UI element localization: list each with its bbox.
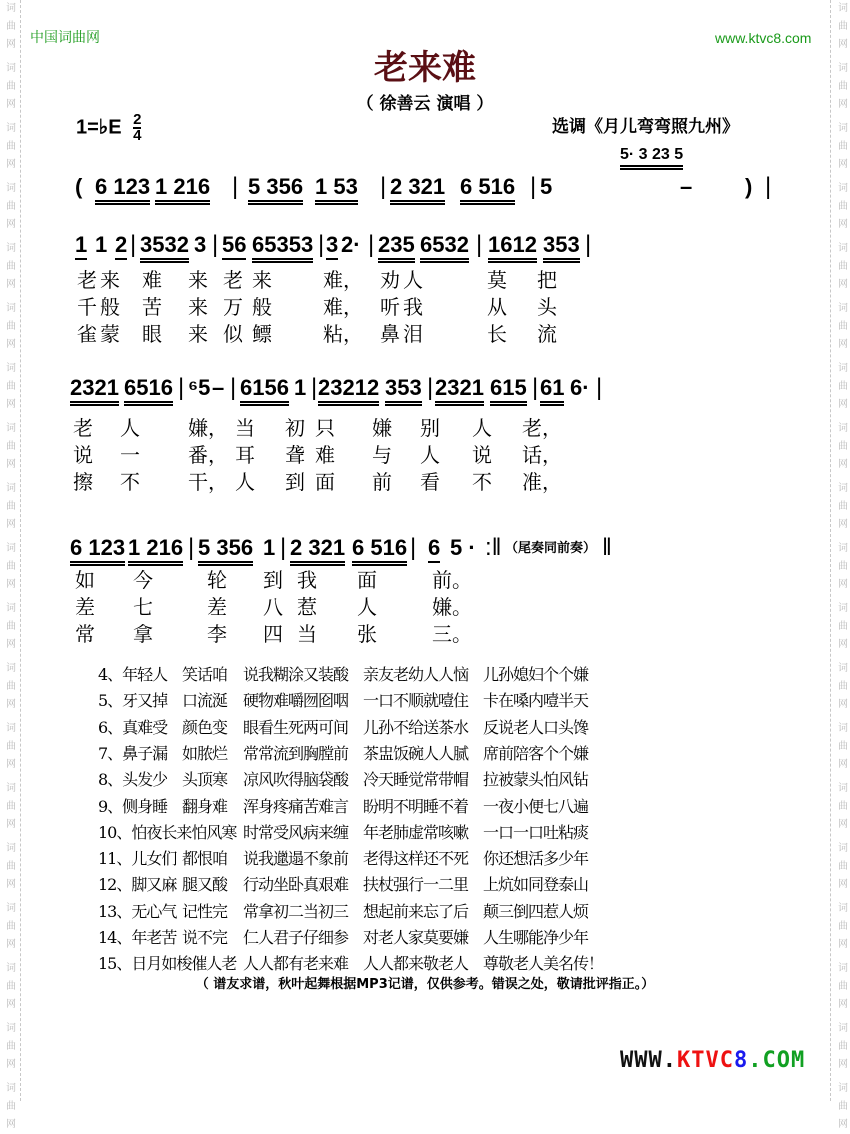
lyric-char: 流 [537,322,557,346]
lyric-char: 老 [73,416,93,440]
lyric-char: 一 [120,443,140,467]
verse-phrase: 4、年轻人 [98,665,168,684]
lyric-char: 把 [537,268,557,292]
verse-phrase: 上炕如同登泰山 [483,875,589,894]
watermark-text: 词 曲 网 [838,603,848,650]
lyric-char: 难， [323,268,363,292]
lyric-char: 如 [75,568,95,592]
watermark-text: 词 曲 网 [6,603,16,650]
lyric-char: 来 [188,268,208,292]
verse-phrase: 想起前来忘了后 [363,902,469,921]
lyric-char: 长 [487,322,507,346]
lyric-char: 嫌， [188,416,228,440]
lyric-char: 别 [420,416,440,440]
verse-phrase: 13、无心气 [98,902,177,921]
verse-phrase: 人人都有老来难 [243,954,349,973]
watermark-text: 词 曲 网 [6,663,16,710]
singer-credit: （ 徐善云 演唱 ） [356,94,494,114]
verse-phrase: 口流涎 [182,691,228,710]
lyric-char: 惹 [297,595,317,619]
verse-phrase: 仁人君子仔细参 [243,928,349,947]
verse-phrase: 盼明不明睡不着 [363,797,469,816]
lyric-char: 难 [142,268,162,292]
lyric-char: 我 [403,295,423,319]
note-group: 2 [115,233,127,260]
barline: :‖ [485,534,502,561]
note-group: 3 [194,232,207,257]
time-bottom: 4 [133,127,142,144]
lyric-char: 来 [188,322,208,346]
site-logo [620,1048,805,1074]
lyric-char: 今 [133,568,153,592]
note-group: 6532 [420,233,469,263]
lyric-char: 听 [380,295,400,319]
lyric-char: 我 [297,568,317,592]
logo-com: .COM [748,1048,806,1073]
lyric-char: 老， [522,416,562,440]
lyric-char: 不 [120,470,140,494]
lyric-char: 鳔 [252,322,272,346]
watermark-text: 词 曲 网 [6,483,16,530]
lyric-char: 当 [235,416,255,440]
lyric-char: 人 [420,443,440,467]
watermark-text: 词 曲 网 [6,243,16,290]
lyric-char: 差 [207,595,227,619]
song-title: 老来难 [374,48,476,88]
verse-phrase: 尊敬老人美名传！ [483,954,604,973]
verse-phrase: 记性完 [182,902,228,921]
verse-phrase: 头顶寒 [182,770,228,789]
lyric-char: 般 [100,295,120,319]
watermark-text: 词 曲 网 [838,783,848,830]
verse-phrase: 颠三倒四惹人烦 [483,902,589,921]
watermark-text: 词 曲 网 [6,723,16,770]
barline: ‖ [602,534,612,561]
note-group: （尾奏同前奏） [505,540,597,555]
note-group: 5 356 [198,536,253,566]
barline: | [280,534,287,561]
lyric-char: 擦 [73,470,93,494]
lyric-char: 人 [120,416,140,440]
barline: | [311,374,318,401]
verse-phrase: 眼看生死两可间 [243,718,349,737]
note-group: 5 [540,174,553,199]
note-group: 3532 [140,233,189,263]
lyric-char: 嫌。 [432,595,472,619]
lyric-char: 差 [75,595,95,619]
verse-phrase: 8、头发少 [98,770,168,789]
lyric-char: 粘， [323,322,363,346]
note-group: 6516 [124,376,173,406]
barline: | [532,374,539,401]
lyric-char: 拿 [133,622,153,646]
transcriber-note: （ 谱友求谱，秋叶起舞根据MP3记谱，仅供参考。错误之处，敬请批评指正。） [195,977,655,992]
left-margin-border [20,0,21,1101]
lyric-char: 老 [77,268,97,292]
lyric-char: 八 [263,595,283,619]
watermark-text: 词 曲 网 [838,723,848,770]
lyric-char: 蒙 [100,322,120,346]
verse-phrase: 儿孙媳妇个个嫌 [483,665,589,684]
verse-phrase: 7、鼻子漏 [98,744,168,763]
lyric-char: 人 [235,470,255,494]
note-group: 2· [341,232,361,257]
lyric-char: 人 [472,416,492,440]
lyric-char: 耳 [235,443,255,467]
barline: | [765,173,772,200]
right-margin-border [830,0,831,1101]
verse-phrase: 腿又酸 [182,875,228,894]
site-url: www.ktvc8.com [715,30,812,46]
key-signature [76,113,141,143]
lyric-char: 准， [522,470,562,494]
watermark-text: 词 曲 网 [6,123,16,170]
barline: | [230,374,237,401]
lyric-char: 前 [372,470,392,494]
watermark-text: 词 曲 网 [838,543,848,590]
lyric-char: 人 [357,595,377,619]
verse-phrase: 行动坐卧真艰难 [243,875,349,894]
watermark-text: 词 曲 网 [838,423,848,470]
lyric-char: 李 [207,622,227,646]
note-group: 5 · [450,535,476,560]
note-group: – [680,174,693,199]
note-group: 2 321 [290,536,345,566]
note-group: 1 216 [128,536,183,566]
lyric-char: 鼻 [380,322,400,346]
note-group: 1 [263,535,276,560]
barline: | [178,374,185,401]
lyric-char: 说 [73,443,93,467]
lyric-char: 老 [223,268,243,292]
note-group: 1 [95,232,108,257]
watermark-text: 词 曲 网 [838,663,848,710]
verse-phrase: 说我邋遢不象前 [243,849,349,868]
verse-phrase: 你还想活多少年 [483,849,589,868]
watermark-text: 词 曲 网 [838,63,848,110]
lyric-char: 泪 [403,322,423,346]
verse-phrase: 亲友老幼人人恼 [363,665,469,684]
watermark-text: 词 曲 网 [6,63,16,110]
watermark-text: 词 曲 网 [838,483,848,530]
note-group: 235 [378,233,415,263]
note-group: 2321 [435,376,484,406]
watermark-text: 词 曲 网 [6,183,16,230]
lyric-char: 从 [487,295,507,319]
watermark-text: 词 曲 网 [6,423,16,470]
note-group: 6 [428,536,440,563]
barline: | [212,231,219,258]
lyric-char: 到 [263,568,283,592]
note-group: 3 [326,233,338,260]
verse-phrase: 时常受风病来缠 [243,823,349,842]
verse-phrase: 说不完 [182,928,228,947]
lyric-char: 来 [188,295,208,319]
lyric-char: 难 [315,443,335,467]
verse-phrase: 9、侧身睡 [98,797,168,816]
verse-phrase: 茶盅饭碗人人腻 [363,744,469,763]
watermark-text: 词 曲 网 [838,303,848,350]
barline: | [476,231,483,258]
note-group: 6156 [240,376,289,406]
site-name: 中国词曲网 [30,30,100,46]
note-group: 2321 [70,376,119,406]
barline: | [596,374,603,401]
watermark-text: 词 曲 网 [6,783,16,830]
note-group: 1612 [488,233,537,263]
verse-phrase: 凉风吹得脑袋酸 [243,770,349,789]
barline: | [380,173,387,200]
verse-phrase: 席前陪客个个嫌 [483,744,589,763]
verse-phrase: 15、日月如梭催人老 [98,954,237,973]
lyric-char: 来 [252,268,272,292]
verse-phrase: 14、年老苦 [98,928,177,947]
note-group: 61 [540,376,564,406]
verse-phrase: 常拿初二当初三 [243,902,349,921]
verse-phrase: 浑身疼痛苦难言 [243,797,349,816]
verse-phrase: 一夜小便七八遍 [483,797,589,816]
note-group: 1 [294,375,307,400]
note-group: 353 [543,233,580,263]
verse-phrase: 人生哪能净少年 [483,928,589,947]
lyric-char: 只 [315,416,335,440]
verse-phrase: 人人都来敬老人 [363,954,469,973]
lyric-char: 干， [188,470,228,494]
note-group: 6 123 [70,536,125,566]
key-label: 1=♭E [76,116,122,139]
verse-phrase: 说我糊涂又装酸 [243,665,349,684]
lyric-char: 四 [263,622,283,646]
verse-phrase: 常常流到胸膛前 [243,744,349,763]
barline: | [188,534,195,561]
barline: | [585,231,592,258]
verse-phrase: 笑话咱 [182,665,228,684]
barline: | [368,231,375,258]
verse-phrase: 翻身难 [182,797,228,816]
verse-phrase: 12、脚又麻 [98,875,177,894]
verse-phrase: 反说老人口头馋 [483,718,589,737]
lyric-char: 面 [315,470,335,494]
note-group: ⁶5 [188,375,211,400]
watermark-text: 词 曲 网 [838,123,848,170]
watermark-text: 词 曲 网 [838,963,848,1010]
lyric-char: 常 [75,622,95,646]
lyric-char: 聋 [285,443,305,467]
watermark-text: 词 曲 网 [838,903,848,950]
verse-phrase: 都恨咱 [182,849,228,868]
lyric-char: 劝 [380,268,400,292]
tune-source: 选调《月儿弯弯照九州》 [552,117,739,137]
note-group: 23212 [318,376,379,406]
verse-phrase: 一口一口吐粘痰 [483,823,589,842]
verse-phrase: 年老肺虚常咳嗽 [363,823,469,842]
barline: | [318,231,325,258]
time-signature [133,113,141,143]
lyric-char: 苦 [142,295,162,319]
note-group: – [212,375,225,400]
lyric-char: 前。 [432,568,472,592]
lyric-char: 话， [522,443,562,467]
watermark-text: 词 曲 网 [6,1083,16,1130]
lyric-char: 初 [285,416,305,440]
verse-phrase: 卡在嗓内噎半天 [483,691,589,710]
lyric-char: 当 [297,622,317,646]
note-group: 6 516 [352,536,407,566]
lyric-char: 头 [537,295,557,319]
watermark-text: 词 曲 网 [6,843,16,890]
watermark-text: 词 曲 网 [838,363,848,410]
barline: | [410,534,417,561]
note-group: 5 356 [248,175,303,205]
verse-phrase: 11、儿女们 [98,849,177,868]
verse-phrase: 颜色变 [182,718,228,737]
note-group: 615 [490,376,527,406]
lyric-char: 面 [357,568,377,592]
verse-phrase: 儿孙不给送茶水 [363,718,469,737]
verse-phrase: 一口不顺就噎住 [363,691,469,710]
lyric-char: 说 [472,443,492,467]
barline: | [530,173,537,200]
verse-phrase: 6、真难受 [98,718,168,737]
watermark-text: 词 曲 网 [838,1083,848,1130]
lyric-char: 与 [372,443,392,467]
verse-phrase: 对老人家莫要嫌 [363,928,469,947]
barline: | [130,231,137,258]
watermark-text: 词 曲 网 [6,963,16,1010]
lyric-char: 三。 [432,622,472,646]
note-group: 1 53 [315,175,358,205]
watermark-text: 词 曲 网 [6,543,16,590]
lyric-char: 难， [323,295,363,319]
lyric-char: 看 [420,470,440,494]
lyric-char: 嫌 [372,416,392,440]
watermark-text: 词 曲 网 [6,363,16,410]
note-group: 56 [222,233,246,260]
watermark-text: 词 曲 网 [6,303,16,350]
lyric-char: 到 [285,470,305,494]
logo-8: 8 [733,1048,749,1073]
lyric-char: 张 [357,622,377,646]
lyric-char: 轮 [207,568,227,592]
lyric-char: 雀 [77,322,97,346]
note-group: 353 [385,376,422,406]
ossia-notes: 5· 3 23 5 [620,146,683,170]
lyric-char: 番， [188,443,228,467]
lyric-char: 似 [223,322,243,346]
verse-phrase: 如脓烂 [182,744,228,763]
lyric-char: 不 [472,470,492,494]
logo-www: WWW. [620,1048,677,1073]
watermark-text: 词 曲 网 [6,903,16,950]
verse-phrase: 硬物难嚼囫囵咽 [243,691,349,710]
lyric-char: 七 [133,595,153,619]
lyric-char: 人 [403,268,423,292]
verse-phrase: 扶杖强行一二里 [363,875,469,894]
note-group: 6 123 [95,175,150,205]
lyric-char: 万 [223,295,243,319]
verse-phrase: 冷天睡觉常带帽 [363,770,469,789]
watermark-text: 词 曲 网 [6,3,16,50]
logo-ktv: KTVC [676,1048,734,1073]
watermark-text: 词 曲 网 [838,1023,848,1070]
watermark-text: 词 曲 网 [838,3,848,50]
verse-phrase: 5、牙又掉 [98,691,168,710]
lyric-char: 来 [100,268,120,292]
note-group: 1 [75,233,87,260]
time-top: 2 [133,111,142,128]
watermark-text: 词 曲 网 [838,243,848,290]
lyric-char: 千 [77,295,97,319]
note-group: ) [745,174,753,199]
note-group: 65353 [252,233,313,263]
verse-phrase: 10、怕夜长来怕风寒 [98,823,237,842]
watermark-text: 词 曲 网 [838,843,848,890]
verse-phrase: 拉被蒙头怕风钻 [483,770,589,789]
watermark-text: 词 曲 网 [838,183,848,230]
note-group: 1 216 [155,175,210,205]
watermark-text: 词 曲 网 [6,1023,16,1070]
lyric-char: 眼 [142,322,162,346]
lyric-char: 莫 [487,268,507,292]
note-group: 2 321 [390,175,445,205]
note-group: 6· [570,375,590,400]
barline: | [232,173,239,200]
verse-phrase: 老得这样还不死 [363,849,469,868]
note-group: 6 516 [460,175,515,205]
note-group: ( [75,174,83,199]
lyric-char: 般 [252,295,272,319]
barline: | [427,374,434,401]
